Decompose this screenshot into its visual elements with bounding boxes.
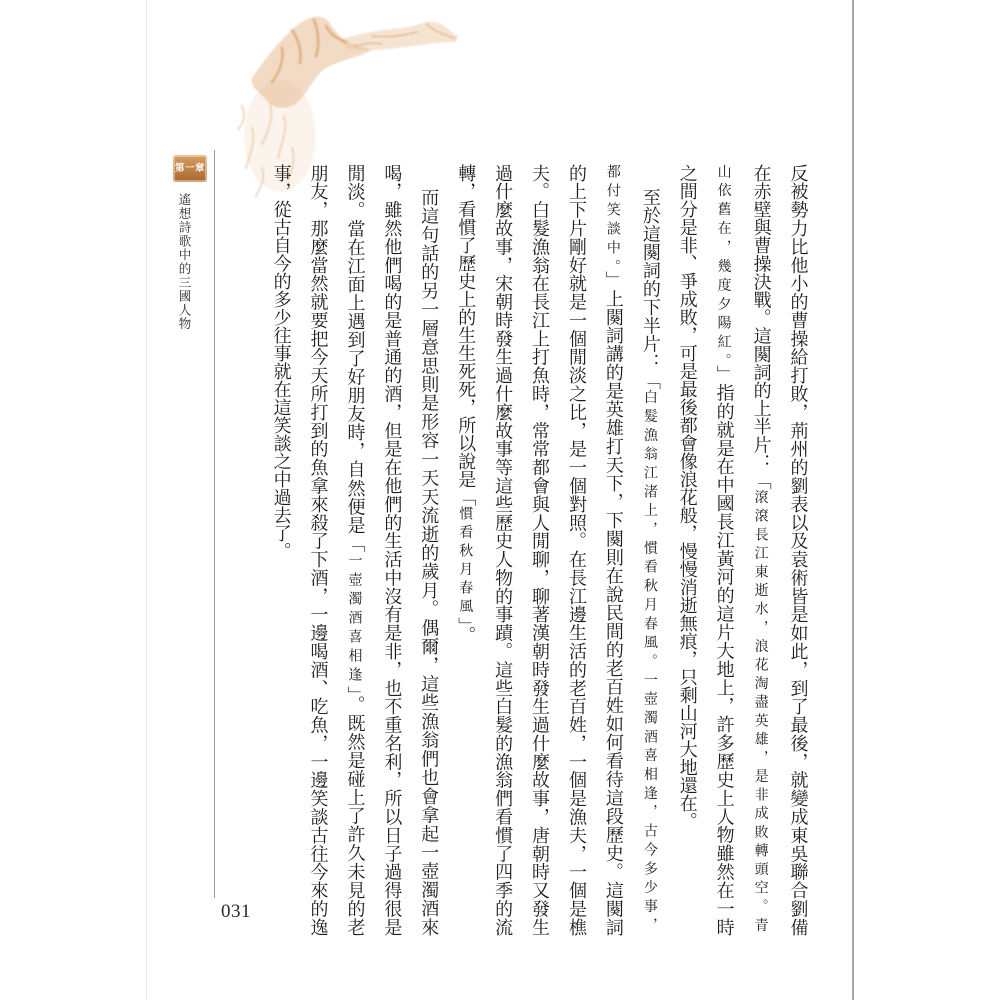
body-text: 閒淡。當在江面上遇到了好朋友時，自然便是「: [344, 164, 366, 554]
margin-rule: [214, 150, 215, 898]
body-text: 而這句話的另一層意思則是形容一天天流逝的歲月。偶爾，這些漁翁們也會拿起一壺濁酒來: [418, 188, 440, 936]
quoted-poem: 山依舊在，幾度夕陽紅。: [715, 164, 732, 366]
text-column: [262, 164, 299, 936]
body-text: 喝，雖然他們喝的是普通的酒，但是在他們的生活中沒有是非，也不重名利，所以日子過得很是: [381, 164, 403, 936]
text-column: [520, 164, 557, 936]
text-column: [446, 164, 483, 936]
page-edge-right: [852, 0, 854, 1000]
body-text: 在赤壁與曹操決戰。這闋詞的上半片：「: [750, 164, 772, 490]
chapter-tab: 第一章: [173, 155, 207, 182]
page-edge-left: [146, 0, 147, 1000]
body-text: 」指的就是在中國長江黃河的這片大地上，許多歷史上人物雖然在一時: [713, 365, 735, 936]
text-column: [705, 164, 742, 936]
body-text-block: [262, 164, 816, 936]
body-text: 過什麼故事，宋朝時發生過什麼故事等這些歷史人物的事蹟。這些白髮的漁翁們看慣了四季的流: [492, 164, 514, 936]
body-text: 」。: [455, 617, 477, 644]
paragraph: [668, 164, 816, 936]
text-column: [336, 164, 373, 936]
text-column: [668, 164, 705, 936]
text-column: [742, 164, 779, 936]
quoted-poem: 都付笑談中。: [604, 164, 621, 271]
body-text: 事，從古自今的多少往事就在這笑談之中過去了。: [270, 164, 292, 560]
text-column: [557, 164, 594, 936]
text-column: [779, 164, 816, 936]
text-column: [372, 164, 409, 936]
quoted-poem: 慣看秋月春風: [457, 506, 474, 617]
quoted-poem: 滾滾長江東逝水，浪花淘盡英雄，是非成敗轉頭空。青: [752, 489, 769, 936]
body-text: 」上闋詞講的是英雄打天下，下闋則在說民間的老百姓如何看待這段歷史。這闋詞: [602, 270, 624, 936]
body-text: 朋友，那麼當然就要把今天所打到的魚拿來殺了下酒，一邊喝酒、吃魚，一邊笑談古往今來的逸: [307, 164, 329, 936]
paragraph: [446, 164, 668, 936]
running-title: 遙想詩歌中的三國人物: [177, 193, 192, 331]
body-text: 夫。白髮漁翁在長江上打魚時，常常都會與人閒聊，聊著漢朝時發生過什麼故事，唐朝時又發生: [529, 164, 551, 936]
text-column: [483, 164, 520, 936]
text-column: [631, 164, 668, 936]
page-number: 031: [221, 901, 251, 922]
body-text: 轉，看慣了歷史上的生生死死，所以說是「: [455, 164, 477, 506]
body-text: 至於這闋詞的下半片：「: [639, 188, 661, 390]
text-column: [299, 164, 336, 936]
body-text: 之間分是非、爭成敗，可是最後都會像浪花般，慢慢消逝無痕，只剩山河大地還在。: [676, 164, 698, 830]
body-text: 」。既然是碰上了許久未見的老: [344, 686, 366, 936]
quoted-poem: 一壺濁酒喜相逢: [346, 553, 363, 687]
paragraph: [262, 164, 447, 936]
body-text: 反被勢力比他小的曹操給打敗，荊州的劉表以及袁術皆是如此，到了最後，就變成東吳聯合劉備: [787, 164, 809, 936]
text-column: [594, 164, 631, 936]
quoted-poem: 白髮漁翁江渚上，慣看秋月春風。一壺濁酒喜相逢，古今多少事，: [641, 389, 658, 936]
body-text: 的上下片剛好就是一個閒淡之比，是一個對照。在長江邊生活的老百姓，一個是漁夫，一個是樵: [565, 164, 587, 936]
text-column: [409, 164, 446, 936]
